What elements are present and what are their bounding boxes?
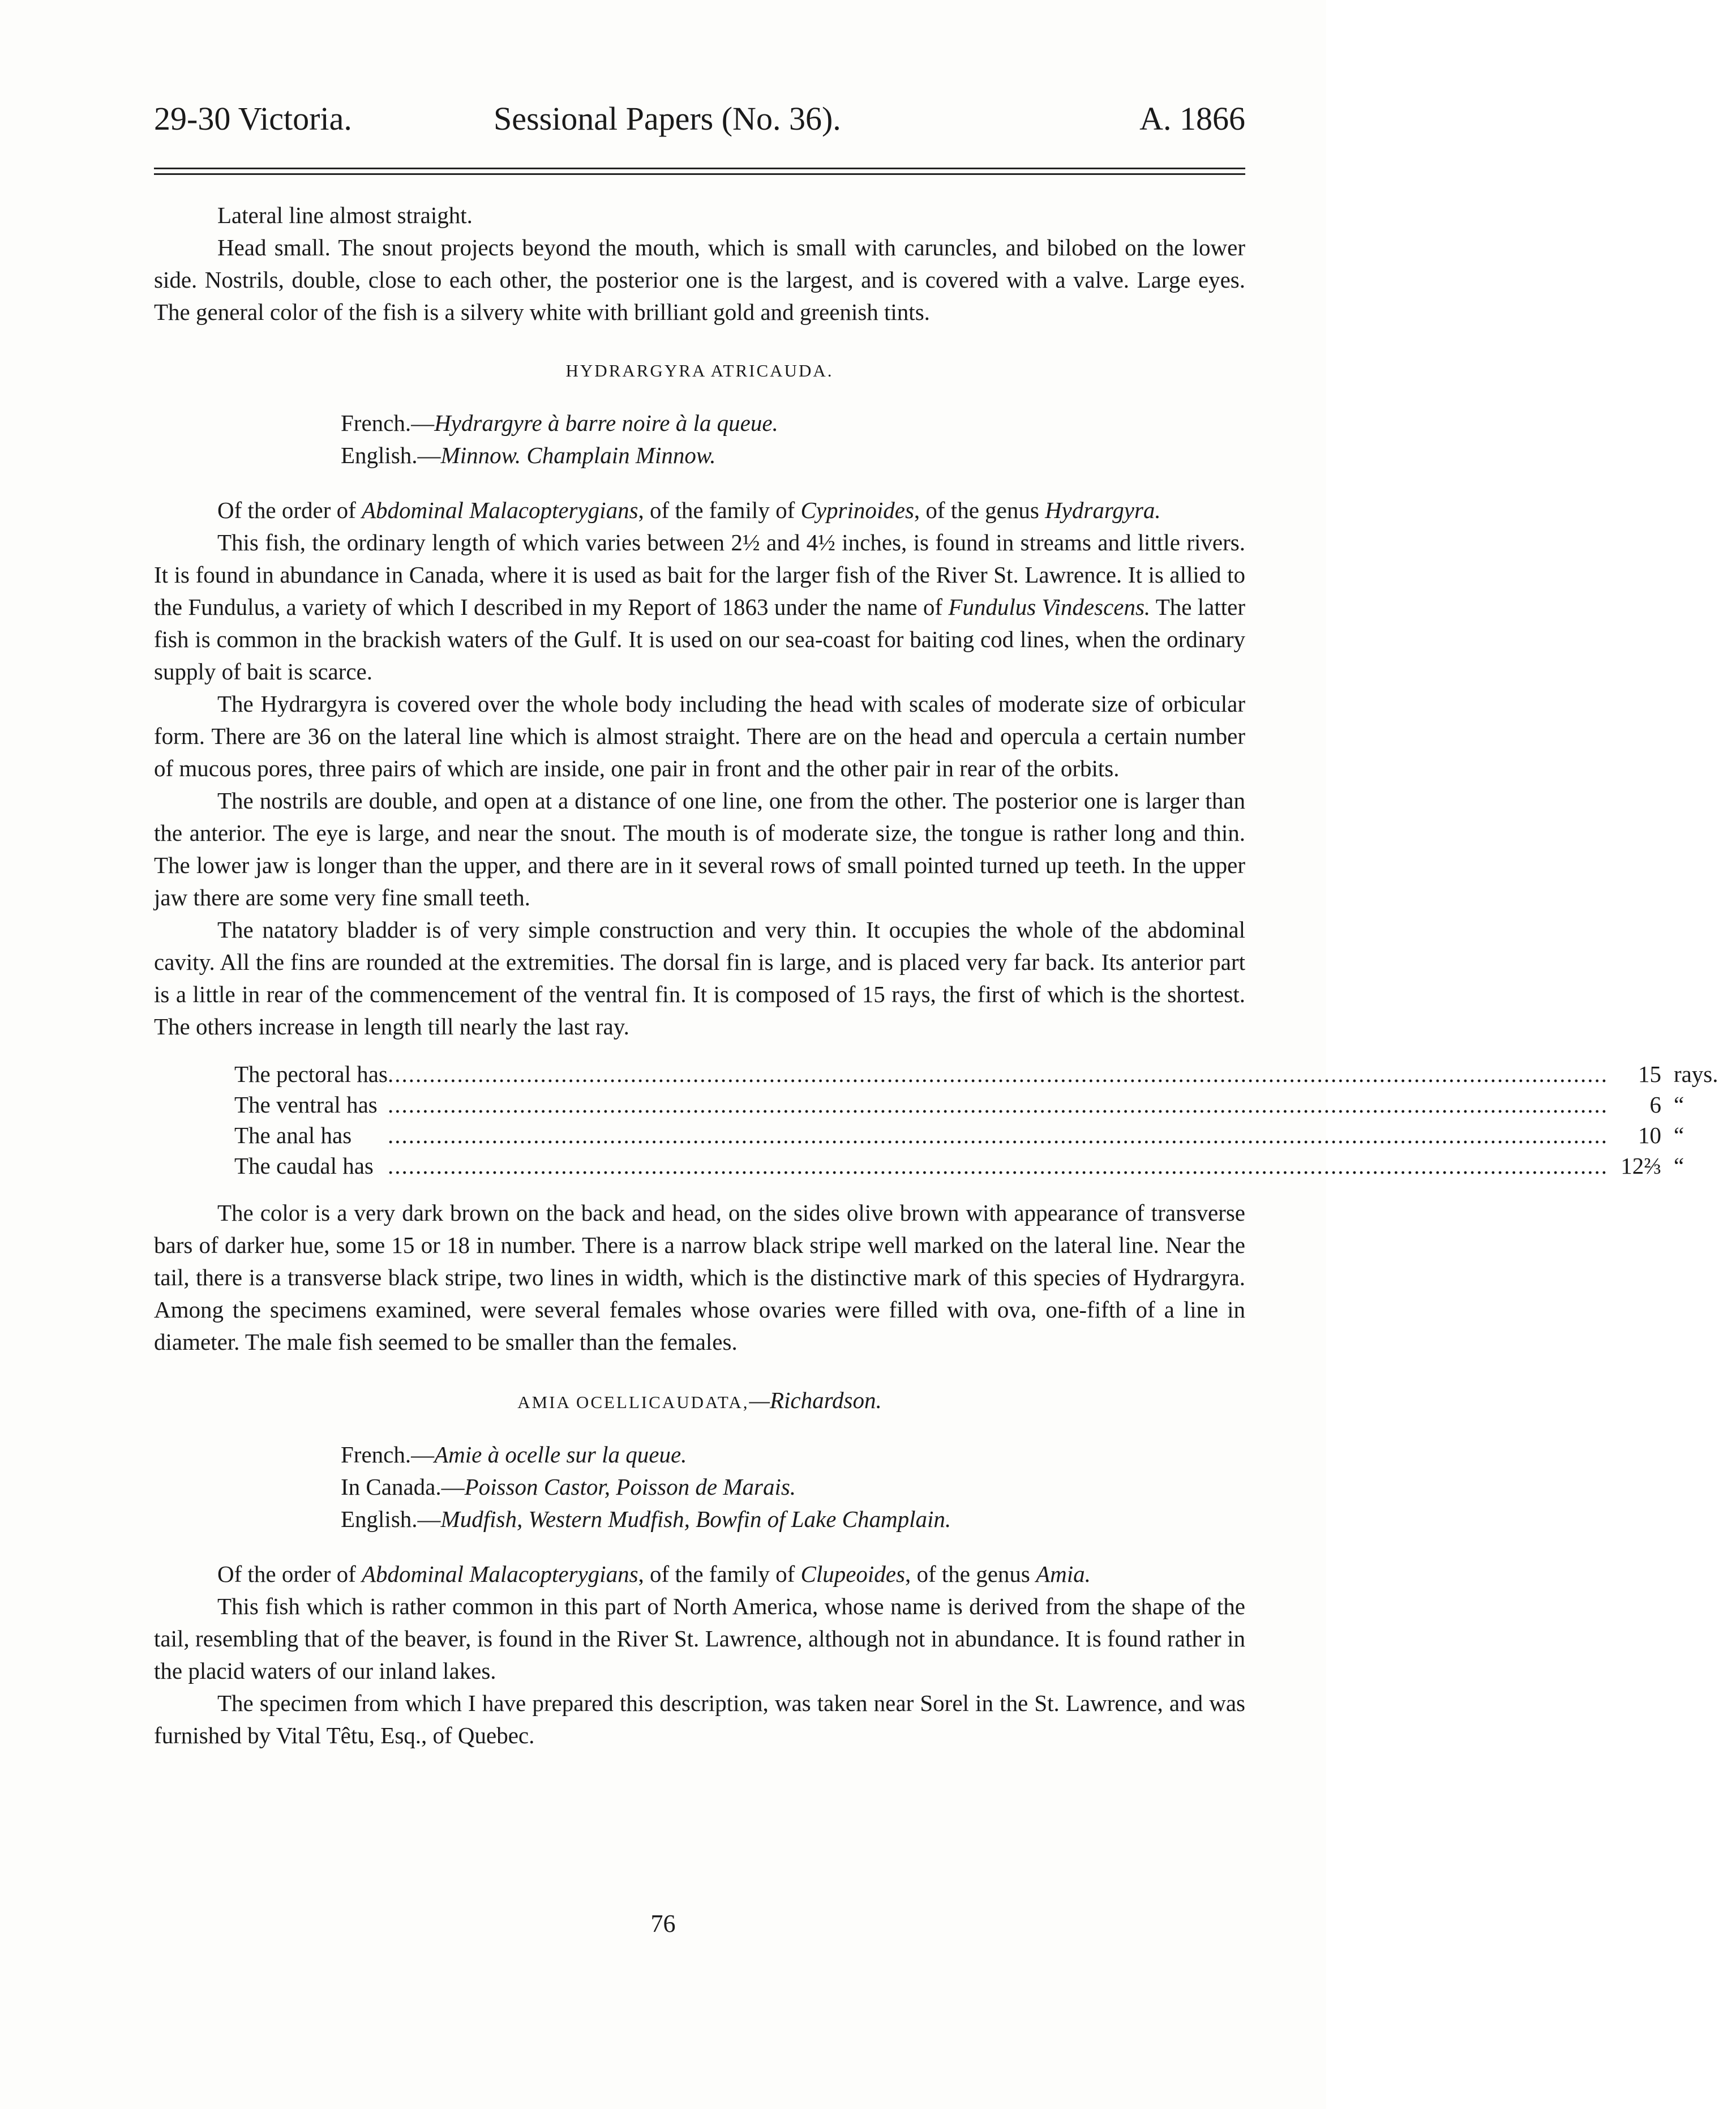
header-session: 29-30 Victoria.: [154, 100, 352, 137]
amia-english-name-line: [341, 1503, 1245, 1535]
running-header: [154, 96, 1245, 142]
hydrargyra-english-name-line: [341, 439, 1245, 472]
fin-name: The pectoral has: [234, 1061, 388, 1087]
leader-dots: [388, 1150, 1608, 1181]
species-name: Fundulus Vindescens.: [948, 594, 1151, 620]
fin-unit: rays.: [1673, 1061, 1718, 1087]
text-run: , of the family of: [638, 497, 801, 523]
header-sessional-papers: Sessional Papers (No. 36).: [494, 100, 841, 137]
intro-paragraph-2: Head small. The snout projects beyond the mouth, which is small with caruncles, and bilobed on the lower side. Nostrils, double, close to each other, the posterior one is the largest, and is covered with a valve. Large eyes. The general color of the fish is a silvery white with brilliant gold and greenish tints.: [154, 234, 1245, 325]
amia-french-name-line: [341, 1439, 1245, 1471]
text-run: This fish, the ordinary length of which varies between 2½ and 4½ inches, is found in streams and little rivers. It is found in abundance in Canada, where it is used as bait for the larger fish of the River St. Lawrence. It is allied to the Fundulus, a variety of which I described in my Report of 1863 under the name of: [154, 529, 1245, 620]
text-run: Of the order of: [217, 497, 362, 523]
family-name: Clupeoides: [800, 1561, 905, 1587]
hydrargyra-french-name-line: [341, 407, 1245, 439]
amia-canada-name-line: [341, 1471, 1245, 1503]
hydrargyra-habitat-paragraph: [154, 527, 1245, 688]
english-name: Mudfish, Western Mudfish, Bowfin of Lake Champlain.: [440, 1506, 951, 1532]
order-name: Abdominal Malacopterygians: [362, 1561, 638, 1587]
fin-unit: “: [1673, 1092, 1684, 1118]
fin-row: [234, 1089, 1736, 1120]
fin-row: [234, 1059, 1736, 1089]
header-rule-bottom: [154, 173, 1245, 175]
text-run: , of the family of: [638, 1561, 801, 1587]
french-label: French.—: [341, 410, 435, 436]
fin-row: [234, 1120, 1736, 1150]
fin-count: 10: [1638, 1122, 1661, 1148]
fin-name: The caudal has: [234, 1153, 374, 1179]
hydrargyra-nostrils-paragraph: The nostrils are double, and open at a distance of one line, one from the other. The posterior one is larger than the anterior. The eye is large, and near the snout. The mouth is of moderate size, the tongue is rather long and thin. The lower jaw is longer than the upper, and there are in it several rows of small pointed turned up teeth. In the upper jaw there are some very fine small teeth.: [154, 788, 1245, 910]
text-run: The latter fish is common in the brackish waters of the Gulf. It is used on our sea-coast for baiting cod lines, when the ordinary supply of bait is scarce.: [154, 594, 1245, 685]
fin-name: The ventral has: [234, 1092, 378, 1118]
fin-count: 6: [1649, 1092, 1661, 1118]
page-body: [154, 199, 1718, 1752]
amia-specimen-paragraph: The specimen from which I have prepared this description, was taken near Sorel in the St. Lawrence, and was furnished by Vital Têtu, Esq., of Quebec.: [154, 1690, 1245, 1748]
amia-common-names: [341, 1439, 1245, 1535]
text-run: , of the genus: [905, 1561, 1036, 1587]
fin-count: 12⅔: [1621, 1153, 1661, 1179]
header-rule-top: [154, 168, 1245, 169]
fin-count: 15: [1638, 1061, 1661, 1087]
english-label: English.—: [341, 442, 441, 468]
leader-dots: [388, 1059, 1608, 1089]
text-run: Of the order of: [217, 1561, 362, 1587]
french-name: Amie à ocelle sur la queue.: [434, 1441, 687, 1468]
english-label: English.—: [341, 1506, 441, 1532]
fin-unit: “: [1673, 1153, 1684, 1179]
section-title-amia: [154, 1384, 1245, 1418]
fin-ray-table: [234, 1059, 1736, 1181]
hydrargyra-bladder-paragraph: The natatory bladder is of very simple construction and very thin. It occupies the whole of the abdominal cavity. All the fins are rounded at the extremities. The dorsal fin is large, and is placed very far back. Its anterior part is a little in rear of the commencement of the ventral fin. It is composed of 15 rays, the first of which is the shortest. The others increase in length till nearly the last ray.: [154, 917, 1245, 1039]
amia-habitat-paragraph: This fish which is rather common in this part of North America, whose name is derived from the shape of the tail, resembling that of the beaver, is found in the River St. Lawrence, although not in abundance. It is found rather in the placid waters of our inland lakes.: [154, 1593, 1245, 1684]
page-number: 76: [650, 1910, 676, 1937]
genus-name: Hydrargyra.: [1045, 497, 1161, 523]
leader-dots: [388, 1120, 1608, 1150]
amia-classification-paragraph: [154, 1558, 1245, 1590]
text-run: , of the genus: [914, 497, 1045, 523]
hydrargyra-color-paragraph: The color is a very dark brown on the back and head, on the sides olive brown with appearance of transverse bars of darker hue, some 15 or 18 in number. There is a narrow black stripe well marked on the lateral line. Near the tail, there is a transverse black stripe, two lines in width, which is the distinctive mark of this species of Hydrargyra. Among the specimens examined, were several females whose ovaries were filled with ova, one-fifth of a line in diameter. The male fish seemed to be smaller than the females.: [154, 1200, 1245, 1355]
intro-paragraph-1: Lateral line almost straight.: [217, 202, 473, 228]
fin-name: The anal has: [234, 1122, 352, 1148]
fin-unit: “: [1673, 1122, 1684, 1148]
hydrargyra-common-names: [341, 407, 1245, 472]
french-name: Hydrargyre à barre noire à la queue.: [434, 410, 778, 436]
fin-row: [234, 1150, 1736, 1181]
genus-name: Amia.: [1036, 1561, 1091, 1587]
hydrargyra-scales-paragraph: The Hydrargyra is covered over the whole body including the head with scales of moderate size of orbicular form. There are 36 on the lateral line which is almost straight. There are on the head and opercula a certain number of mucous pores, three pairs of which are inside, one pair in front and the other pair in rear of the orbits.: [154, 691, 1245, 781]
canada-label: In Canada.—: [341, 1474, 465, 1500]
section-title-hydrargyra: HYDRARGYRA ATRICAUDA.: [565, 361, 834, 380]
amia-title-text: AMIA OCELLICAUDATA,: [517, 1392, 749, 1412]
canada-name: Poisson Castor, Poisson de Marais.: [464, 1474, 796, 1500]
leader-dots: [388, 1089, 1608, 1120]
order-name: Abdominal Malacopterygians: [362, 497, 638, 523]
hydrargyra-classification-paragraph: [154, 494, 1245, 527]
amia-title-author: —Richardson.: [749, 1387, 882, 1413]
family-name: Cyprinoides: [800, 497, 914, 523]
french-label: French.—: [341, 1441, 435, 1468]
english-name: Minnow. Champlain Minnow.: [440, 442, 716, 468]
header-year: A. 1866: [1139, 100, 1245, 137]
